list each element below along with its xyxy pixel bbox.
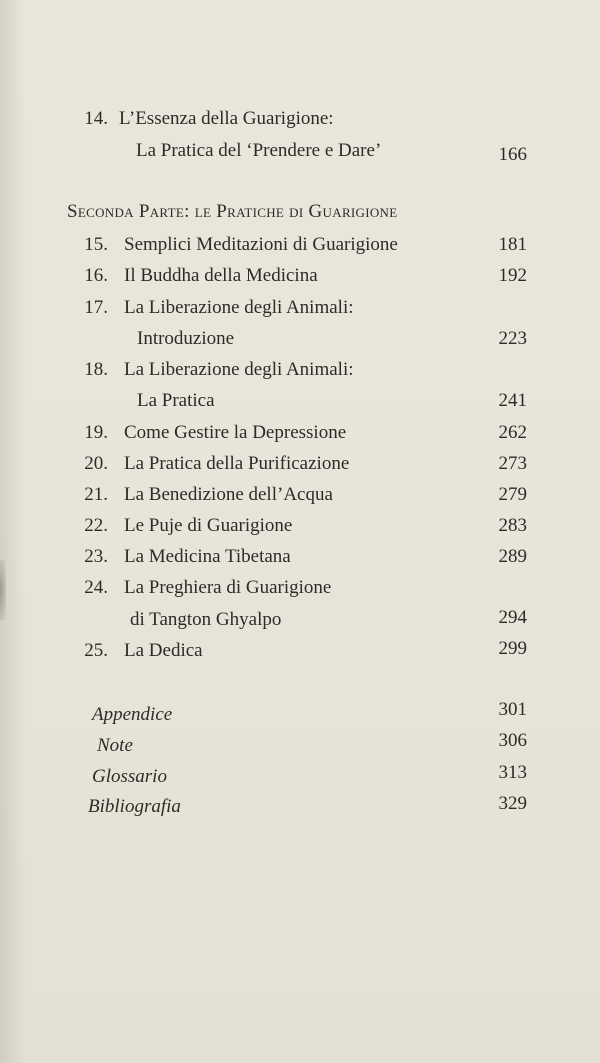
page-edge-shadow — [0, 0, 26, 1063]
chapter-22-number: 22. — [84, 515, 108, 536]
notes-page: 306 — [498, 730, 527, 751]
glossary-title: Glossario — [92, 766, 167, 787]
chapter-22-title: Le Puje di Guarigione — [124, 515, 293, 536]
chapter-24-title-line2: di Tangton Ghyalpo — [130, 609, 282, 630]
chapter-17-number: 17. — [84, 297, 108, 318]
chapter-19-title: Come Gestire la Depressione — [124, 422, 347, 443]
chapter-24-number: 24. — [84, 577, 108, 598]
chapter-25-title: La Dedica — [124, 640, 203, 661]
chapter-21-number: 21. — [84, 484, 108, 505]
chapter-21-title: La Benedizione dell’Acqua — [124, 484, 333, 505]
chapter-19-page: 262 — [498, 422, 527, 443]
chapter-14-title-line2: La Pratica del ‘Prendere e Dare’ — [136, 140, 382, 161]
chapter-17-page: 223 — [498, 328, 527, 349]
appendix-title: Appendice — [92, 704, 173, 725]
chapter-18-title-line2: La Pratica — [137, 390, 215, 411]
chapter-16-title: Il Buddha della Medicina — [124, 265, 318, 286]
chapter-23-page: 289 — [498, 546, 527, 567]
chapter-22-page: 283 — [498, 515, 527, 536]
chapter-24-page: 294 — [498, 607, 527, 628]
page-edge-mark — [0, 560, 6, 620]
chapter-25-page: 299 — [498, 638, 527, 659]
chapter-14-title-line1: L’Essenza della Guarigione: — [119, 108, 334, 129]
chapter-16-page: 192 — [498, 265, 527, 286]
chapter-17-title-line2: Introduzione — [137, 328, 235, 349]
chapter-16-number: 16. — [84, 265, 108, 286]
section-heading-label: Seconda Parte: le Pratiche di Guarigione — [67, 201, 398, 222]
chapter-19-number: 19. — [84, 422, 108, 443]
chapter-21-page: 279 — [498, 484, 527, 505]
chapter-14-page: 166 — [498, 144, 527, 165]
chapter-15-title: Semplici Meditazioni di Guarigione — [124, 234, 398, 255]
bibliography-page: 329 — [498, 793, 527, 814]
chapter-23-number: 23. — [84, 546, 108, 567]
chapter-14-number: 14. — [84, 108, 108, 129]
appendix-page: 301 — [498, 699, 527, 720]
chapter-24-title-line1: La Preghiera di Guarigione — [124, 577, 332, 598]
chapter-18-page: 241 — [498, 390, 527, 411]
chapter-17-title-line1: La Liberazione degli Animali: — [124, 297, 354, 318]
chapter-15-number: 15. — [84, 234, 108, 255]
chapter-15-page: 181 — [498, 234, 527, 255]
notes-title: Note — [97, 735, 133, 756]
chapter-25-number: 25. — [84, 640, 108, 661]
chapter-23-title: La Medicina Tibetana — [124, 546, 291, 567]
chapter-18-title-line1: La Liberazione degli Animali: — [124, 359, 354, 380]
chapter-20-number: 20. — [84, 453, 108, 474]
bibliography-title: Bibliografia — [88, 796, 181, 817]
glossary-page: 313 — [498, 762, 527, 783]
chapter-20-page: 273 — [498, 453, 527, 474]
chapter-18-number: 18. — [84, 359, 108, 380]
chapter-20-title: La Pratica della Purificazione — [124, 453, 350, 474]
section-heading — [67, 202, 397, 221]
